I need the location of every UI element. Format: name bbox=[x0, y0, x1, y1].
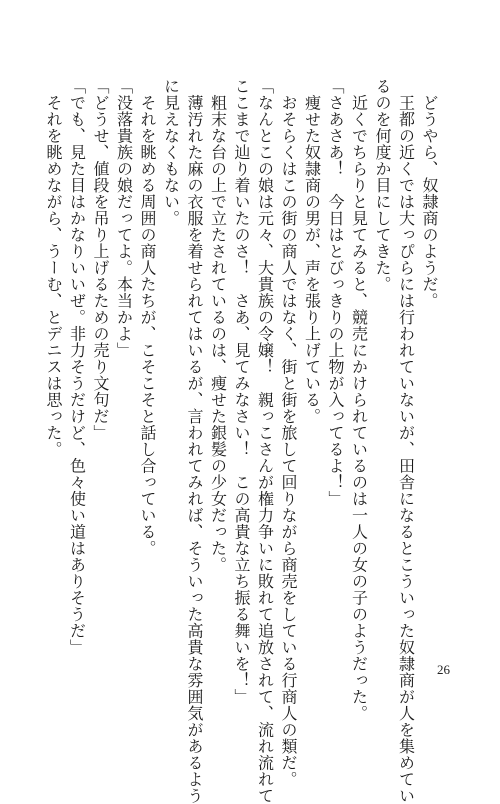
page-number: 26 bbox=[437, 662, 450, 677]
text-line: 「さあさあ！ 今日はとびっきりの上物が入ってるよ！」 bbox=[326, 78, 345, 507]
text-line: 薄汚れた麻の衣服を着せられてはいるが、言われてみれば、そういった高貴な雰囲気があるよう bbox=[185, 78, 204, 804]
text-line: どうやら、奴隷商のようだ。 bbox=[420, 78, 439, 309]
body-text bbox=[42, 78, 442, 804]
text-line: ここまで辿り着いたのさ！ さあ、見てみなさい！ この高貴な立ち振る舞いを！」 bbox=[232, 78, 251, 705]
text-line: 王都の近くでは大っぴらには行われていないが、田舎になるとこういった奴隷商が人を集めてい bbox=[396, 78, 416, 804]
text-line: 痩せた奴隷商の男が、声を張り上げている。 bbox=[302, 78, 322, 425]
text-line: それを眺める周囲の商人たちが、こそこそと話し合っている。 bbox=[138, 78, 157, 557]
text-line: に見えなくもない。 bbox=[161, 78, 181, 227]
text-line: 「没落貴族の娘だってよ。本当かよ」 bbox=[114, 78, 134, 359]
text-line: 粗末な台の上で立たされているのは、痩せた銀髪の少女だった。 bbox=[208, 78, 228, 573]
text-line: おそらくはこの街の商人ではなく、街と街を旅して回りながら商売をしている行商人の類だ。 bbox=[279, 78, 298, 788]
text-line: 「なんとこの娘は元々、大貴族の令嬢！ 親っこさんが権力争いに敗れて追放されて、流れ流れて bbox=[255, 78, 275, 804]
text-line: 「どうせ、値段を吊り上げるための売り文句だ」 bbox=[91, 78, 110, 441]
text-line: 近くでちらりと見てみると、競売にかけられているのは一人の女の子のようだった。 bbox=[349, 78, 369, 722]
text-line: それを眺めながら、うーむ、とデニスは思った。 bbox=[44, 78, 63, 458]
text-line: 「でも、見た目はかなりいいぜ。非力そうだけど、色々使い道はありそうだ」 bbox=[67, 78, 87, 656]
text-line: るのを何度か目にしてきた。 bbox=[373, 78, 392, 293]
